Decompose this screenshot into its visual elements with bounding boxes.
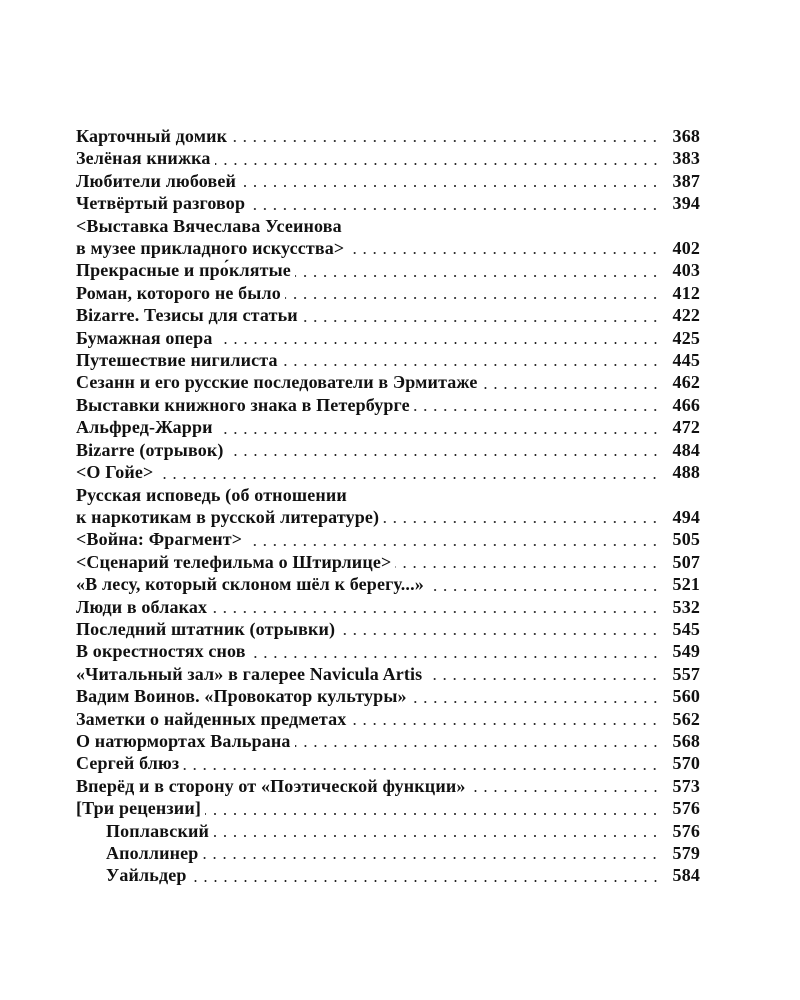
toc-entry-title: Четвёртый разговор — [76, 193, 246, 214]
toc-entry-page-number: 549 — [672, 641, 700, 662]
dot-leader — [295, 730, 660, 752]
toc-entry-title: Русская исповедь (об отношении к наркотикам в русской литературе) — [76, 484, 380, 527]
toc-entry — [76, 708, 700, 730]
toc-entry-page-number: 505 — [672, 529, 700, 550]
dot-leader — [202, 842, 660, 864]
toc-entry-page-number: 562 — [672, 708, 700, 729]
toc-entry-page-number: 576 — [672, 798, 700, 819]
toc-entry-page-number: 466 — [672, 394, 700, 415]
toc-entry — [76, 170, 700, 192]
dot-leader — [157, 461, 660, 483]
toc-entry-title: Последний штатник (отрывки) — [76, 618, 336, 639]
dot-leader — [302, 304, 660, 326]
toc-entry-title: Поплавский — [106, 820, 210, 841]
toc-entry — [76, 125, 700, 147]
toc-subentry — [76, 842, 700, 864]
toc-entry — [76, 416, 700, 438]
toc-entry-page-number: 568 — [672, 730, 700, 751]
dot-leader — [217, 416, 660, 438]
toc-entry-page-number: 494 — [672, 506, 700, 527]
toc-entry-page-number: 560 — [672, 686, 700, 707]
toc-entry-title: Сергей блюз — [76, 753, 180, 774]
dot-leader — [228, 439, 660, 461]
toc-entry — [76, 685, 700, 707]
toc-entry — [76, 349, 700, 371]
dot-leader — [428, 573, 660, 595]
dot-leader — [414, 394, 660, 416]
toc-entry-title: «В лесу, который склоном шёл к берегу...» — [76, 574, 424, 595]
toc-entry — [76, 797, 700, 819]
toc-entry-title: О натюрмортах Вальрана — [76, 730, 291, 751]
dot-leader — [339, 618, 660, 640]
dot-leader — [470, 775, 660, 797]
dot-leader — [231, 125, 660, 147]
dot-leader — [215, 147, 660, 169]
toc-entry — [76, 304, 700, 326]
toc-entry-page-number: 383 — [672, 148, 700, 169]
toc-entry-title: Выставки книжного знака в Петербурге — [76, 394, 410, 415]
toc-entry-title: Уайльдер — [106, 865, 187, 886]
dot-leader — [295, 259, 660, 281]
dot-leader — [249, 192, 660, 214]
dot-leader — [183, 752, 660, 774]
toc-entry — [76, 484, 700, 529]
toc-entry-page-number: 403 — [672, 260, 700, 281]
toc-entry-title: <Сценарий телефильма о Штирлице> — [76, 551, 392, 572]
toc-entry-page-number: 425 — [672, 327, 700, 348]
toc-subentry — [76, 864, 700, 886]
toc-entry-page-number: 394 — [672, 193, 700, 214]
toc-subentry — [76, 820, 700, 842]
dot-leader — [350, 708, 660, 730]
toc-entry — [76, 371, 700, 393]
toc-entry — [76, 147, 700, 169]
toc-entry-page-number: 488 — [672, 462, 700, 483]
toc-entry-page-number: 445 — [672, 350, 700, 371]
dot-leader — [285, 282, 660, 304]
dot-leader — [191, 864, 660, 886]
toc-entry — [76, 596, 700, 618]
toc-entry-title: Роман, которого не было — [76, 282, 281, 303]
dot-leader — [211, 596, 660, 618]
toc-entry-title: В окрестностях снов — [76, 641, 246, 662]
dot-leader — [240, 170, 660, 192]
toc-entry — [76, 215, 700, 260]
toc-entry — [76, 573, 700, 595]
toc-entry-page-number: 422 — [672, 305, 700, 326]
toc-entry-title: Bizarre (отрывок) — [76, 439, 224, 460]
dot-leader — [426, 663, 660, 685]
toc-entry-page-number: 368 — [672, 126, 700, 146]
toc-entry-page-number: 570 — [672, 753, 700, 774]
toc-entry-page-number: 387 — [672, 170, 700, 191]
toc-entry-title: Вперёд и в сторону от «Поэтической функции» — [76, 775, 466, 796]
toc-entry — [76, 640, 700, 662]
toc-entry-page-number: 484 — [672, 439, 700, 460]
toc-entry-title: <Война: Фрагмент> — [76, 529, 243, 550]
toc-entry-title: Вадим Воинов. «Провокатор культуры» — [76, 686, 407, 707]
dot-leader — [217, 327, 661, 349]
toc-entry-title: Путешествие нигилиста — [76, 350, 278, 371]
toc-entry-title: Заметки о найденных предметах — [76, 708, 347, 729]
dot-leader — [383, 506, 660, 528]
toc-entry — [76, 439, 700, 461]
toc-entry-page-number: 579 — [672, 843, 700, 863]
toc-entry — [76, 752, 700, 774]
toc-entry-title: Сезанн и его русские последователи в Эрмитаже — [76, 372, 478, 393]
toc-entry-title: <О Гойе> — [76, 462, 154, 483]
table-of-contents — [76, 125, 700, 887]
toc-entry-title: [Три рецензии] — [76, 798, 201, 819]
toc-entry-title: Любители любовей — [76, 170, 236, 191]
toc-entry — [76, 461, 700, 483]
dot-leader — [250, 640, 660, 662]
toc-entry-title: «Читальный зал» в галерее Navicula Artis — [76, 663, 423, 684]
toc-entry — [76, 730, 700, 752]
toc-entry-page-number: 573 — [672, 775, 700, 796]
toc-entry-page-number: 462 — [672, 372, 700, 393]
toc-entry-title: Зелёная книжка — [76, 148, 211, 169]
toc-entry-page-number: 402 — [672, 238, 700, 259]
toc-entry — [76, 259, 700, 281]
toc-entry-title: Альфред-Жарри — [76, 417, 213, 438]
toc-entry — [76, 663, 700, 685]
toc-entry — [76, 551, 700, 573]
toc-entry — [76, 282, 700, 304]
toc-entry-page-number: 507 — [672, 551, 700, 572]
dot-leader — [482, 371, 660, 393]
toc-entry-title: Аполлинер — [106, 843, 199, 863]
toc-entry-page-number: 576 — [672, 820, 700, 841]
toc-entry-page-number: 545 — [672, 618, 700, 639]
toc-entry-page-number: 532 — [672, 596, 700, 617]
toc-entry-page-number: 412 — [672, 282, 700, 303]
dot-leader — [395, 551, 660, 573]
dot-leader — [348, 237, 660, 259]
toc-entry-title: <Выставка Вячеслава Усеинова в музее прикладного искусства> — [76, 215, 345, 259]
toc-entry — [76, 618, 700, 640]
dot-leader — [282, 349, 660, 371]
toc-entry-page-number: 472 — [672, 417, 700, 438]
toc-entry — [76, 394, 700, 416]
dot-leader — [205, 797, 660, 819]
toc-entry-page-number: 557 — [672, 663, 700, 684]
toc-entry-page-number: 521 — [672, 574, 700, 595]
toc-entry — [76, 192, 700, 214]
toc-entry-page-number: 584 — [672, 865, 700, 886]
toc-entry — [76, 775, 700, 797]
toc-entry-title: Bizarre. Тезисы для статьи — [76, 305, 298, 326]
dot-leader — [246, 528, 660, 550]
toc-entry — [76, 528, 700, 550]
dot-leader — [411, 685, 660, 707]
toc-entry-title: Карточный домик — [76, 126, 228, 146]
toc-entry-title: Бумажная опера — [76, 327, 213, 348]
toc-entry-title: Люди в облаках — [76, 596, 208, 617]
toc-entry-title: Прекрасные и про́клятые — [76, 260, 291, 281]
toc-entry — [76, 327, 700, 349]
dot-leader — [213, 820, 660, 842]
